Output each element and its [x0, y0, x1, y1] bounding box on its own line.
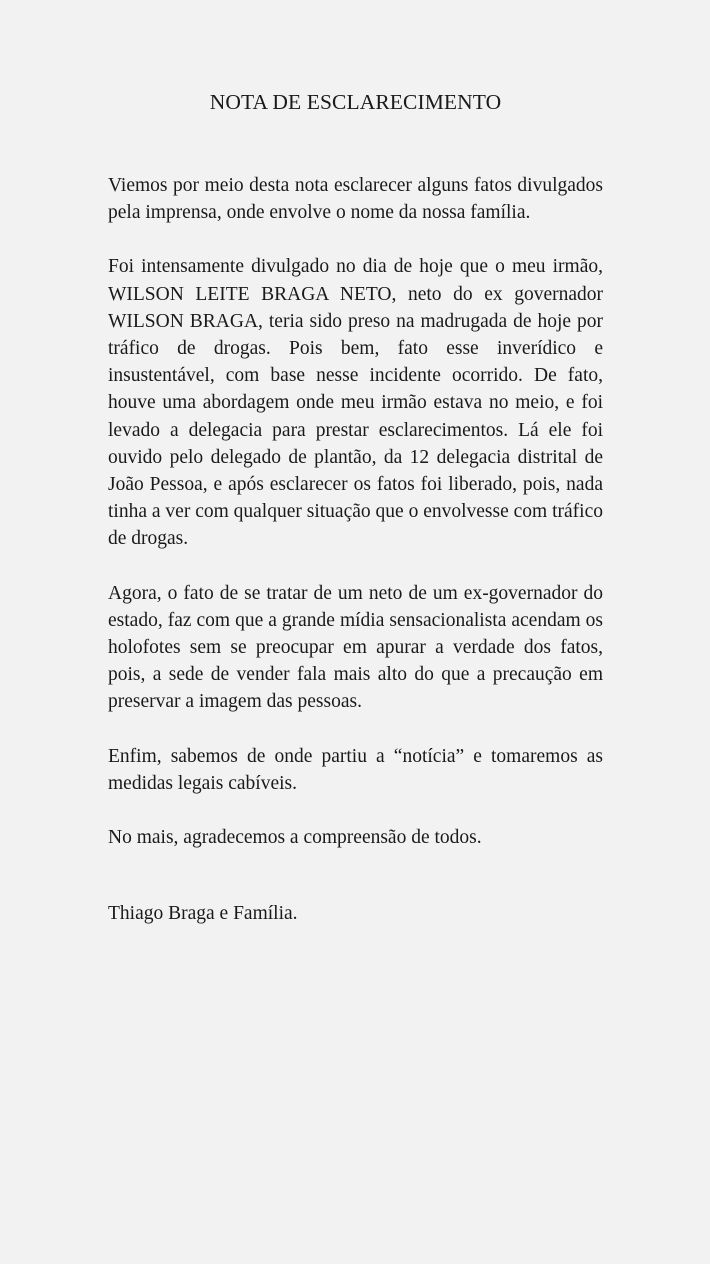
- paragraph-facts: Foi intensamente divulgado no dia de hoje que o meu irmão, WILSON LEITE BRAGA NETO, neto do ex governador WILSON BRAGA, teria sido preso na madrugada de hoje por tráfico de drogas. Pois bem, fato esse inverídico e insustentável, com base nesse incidente ocorrido. De fato, houve uma abordagem onde meu irmão estava no meio, e foi levado a delegacia para prestar esclarecimentos. Lá ele foi ouvido pelo delegado de plantão, da 12 delegacia distrital de João Pessoa, e após esclarecer os fatos foi liberado, pois, nada tinha a ver com qualquer situação que o envolvesse com tráfico de drogas.: [108, 256, 603, 550]
- signature: Thiago Braga e Família.: [108, 903, 298, 925]
- paragraph-thanks: No mais, agradecemos a compreensão de todos.: [108, 827, 482, 849]
- document-title: NOTA DE ESCLARECIMENTO: [209, 90, 502, 114]
- paragraph-media: Agora, o fato de se tratar de um neto de um ex-governador do estado, faz com que a grande mídia sensacionalista acendam os holofotes sem se preocupar em apurar a verdade dos fatos, pois, a sede de vender fala mais alto do que a precaução em preservar a imagem das pessoas.: [108, 582, 603, 713]
- paragraph-intro: Viemos por meio desta nota esclarecer alguns fatos divulgados pela imprensa, onde envolve o nome da nossa família.: [108, 175, 603, 224]
- paragraph-legal-measures: Enfim, sabemos de onde partiu a “notícia” e tomaremos as medidas legais cabíveis.: [108, 745, 603, 794]
